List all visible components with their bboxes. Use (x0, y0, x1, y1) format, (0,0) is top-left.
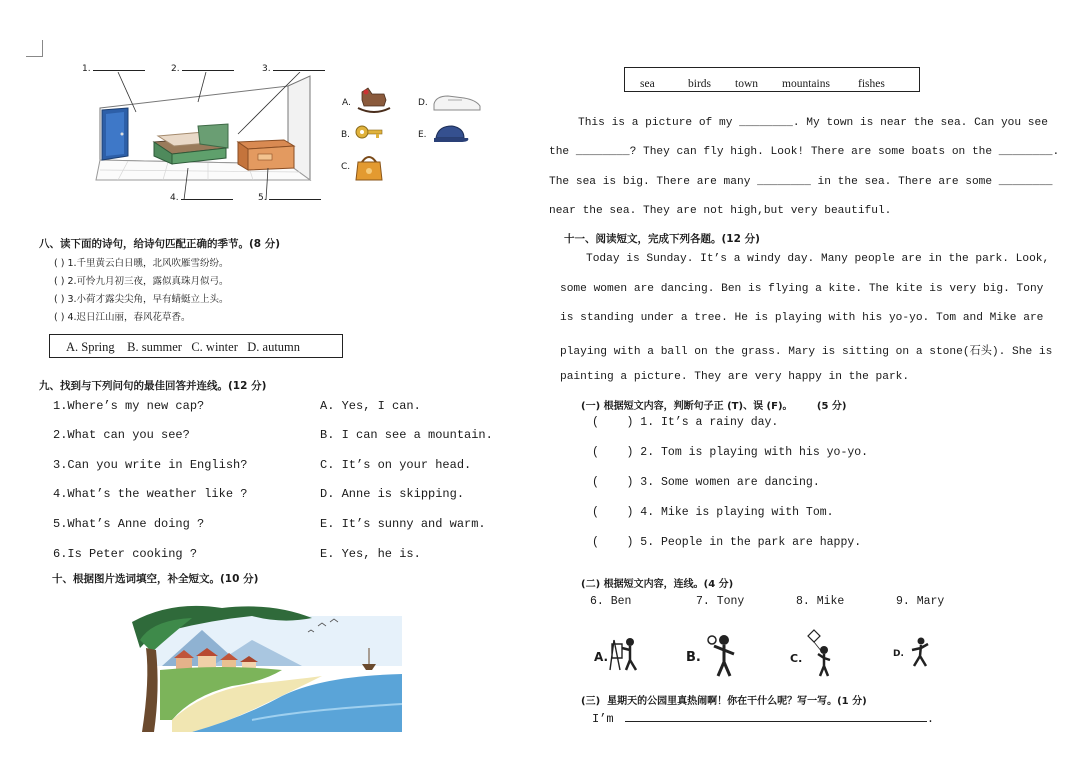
tf-item-5: ( ) 5. People in the park are happy. (592, 536, 862, 549)
answer-d: D. Anne is skipping. (320, 487, 465, 501)
reading-line-1: Today is Sunday. It’s a windy day. Many people are in the park. Look, (586, 253, 1050, 265)
name-tony: 7. Tony (696, 595, 745, 608)
question-3: 3.Can you write in English? (53, 458, 248, 472)
object-label-d: D. (418, 98, 428, 108)
pic-label-a: A. (594, 650, 609, 664)
name-mary: 9. Mary (896, 595, 945, 608)
passage-10-line-4: near the sea. They are not high,but very beautiful. (549, 205, 892, 217)
word-town: town (735, 78, 758, 90)
room-illustration (88, 72, 320, 202)
question-6: 6.Is Peter cooking ? (53, 547, 198, 561)
word-fishes: fishes (858, 78, 885, 90)
passage-10-line-2: the ________? They can fly high. Look! There are some boats on the ________. (549, 146, 1060, 158)
keys-icon (352, 120, 386, 144)
reading-line-2: some women are dancing. Ben is flying a kite. The kite is very big. Tony (560, 283, 1044, 295)
question-5: 5.What’s Anne doing ? (53, 517, 205, 531)
rocking-horse-icon (356, 86, 392, 114)
section-10-header: 十、根据图片选词填空，补全短文。(10 分) (52, 573, 259, 585)
name-ben: 6. Ben (590, 595, 632, 608)
poem-1: ( ) 1.千里黄云白日曛，北风吹雁雪纷纷。 (54, 258, 229, 269)
object-label-a: A. (342, 98, 351, 108)
pic-label-c: C. (790, 652, 803, 665)
object-label-e: E. (418, 130, 427, 140)
question-4: 4.What’s the weather like ? (53, 487, 248, 501)
corner-mark (26, 40, 43, 57)
room-label-2: 2. (171, 64, 234, 74)
word-mountains: mountains (782, 78, 830, 90)
cap-icon (430, 124, 470, 146)
room-label-3: 3. (262, 64, 325, 74)
part-2-header: (二) 根据短文内容，连线。(4 分) (581, 579, 734, 590)
kite-figure-icon (806, 628, 836, 678)
shoes-icon (432, 92, 482, 112)
tf-item-2: ( ) 2. Tom is playing with his yo-yo. (592, 446, 869, 459)
answer-c: C. It’s on your head. (320, 458, 472, 472)
object-label-c: C. (341, 162, 351, 172)
painting-figure-icon (606, 634, 646, 674)
reading-line-5: painting a picture. They are very happy in the park. (560, 371, 910, 383)
room-label-4: 4. (170, 193, 233, 203)
poem-3: ( ) 3.小荷才露尖尖角，早有蜻蜓立上头。 (54, 294, 229, 305)
dancing-figure-icon (906, 636, 932, 670)
reading-line-3: is standing under a tree. He is playing with his yo-yo. Tom and Mike are (560, 312, 1044, 324)
answer-e2: E. Yes, he is. (320, 547, 421, 561)
seaside-town-illustration (132, 600, 412, 732)
write-answer-line[interactable]: I’m . (592, 712, 935, 726)
room-label-5: 5. (258, 193, 321, 203)
object-label-b: B. (341, 130, 351, 140)
season-options-box: A. Spring B. summer C. winter D. autumn (49, 334, 343, 358)
section-8-header: 八、读下面的诗句，给诗句匹配正确的季节。(8 分) (39, 238, 281, 250)
name-mike: 8. Mike (796, 595, 845, 608)
passage-10-line-1: This is a picture of my ________. My town is near the sea. Can you see (578, 117, 1048, 129)
desk (238, 140, 294, 170)
question-1: 1.Where’s my new cap? (53, 399, 205, 413)
poem-2: ( ) 2.可怜九月初三夜，露似真珠月似弓。 (54, 276, 229, 287)
answer-e1: E. It’s sunny and warm. (320, 517, 486, 531)
pic-label-b: B. (686, 650, 701, 665)
write-prefix: I’m (592, 712, 614, 726)
tf-item-1: ( ) 1. It’s a rainy day. (592, 416, 779, 429)
door (102, 108, 128, 160)
word-birds: birds (688, 78, 711, 90)
write-blank[interactable] (625, 721, 927, 722)
tf-item-3: ( ) 3. Some women are dancing. (592, 476, 820, 489)
question-2: 2.What can you see? (53, 428, 190, 442)
poem-4: ( ) 4.迟日江山丽，春风花草香。 (54, 312, 191, 323)
word-sea: sea (640, 78, 655, 90)
section-9-header: 九、找到与下列问句的最佳回答并连线。(12 分) (39, 380, 267, 392)
yoyo-figure-icon (704, 632, 744, 678)
bag-icon (352, 152, 386, 182)
room-label-1: 1. (82, 64, 145, 74)
answer-a: A. Yes, I can. (320, 399, 421, 413)
part-1-header: (一) 根据短文内容，判断句子正 (T)、误 (F)。 (5 分) (581, 401, 847, 412)
part-3-header: (三) 星期天的公园里真热闹啊！你在干什么呢？写一写。(1 分) (581, 696, 867, 707)
section-11-header: 十一、阅读短文，完成下列各题。(12 分) (564, 233, 760, 245)
passage-10-line-3: The sea is big. There are many ________ in the sea. There are some ________ (549, 176, 1053, 188)
pic-label-d: D. (893, 649, 904, 659)
reading-line-4: playing with a ball on the grass. Mary is sitting on a stone(石头). She is (560, 346, 1053, 358)
answer-b: B. I can see a mountain. (320, 428, 493, 442)
tf-item-4: ( ) 4. Mike is playing with Tom. (592, 506, 834, 519)
